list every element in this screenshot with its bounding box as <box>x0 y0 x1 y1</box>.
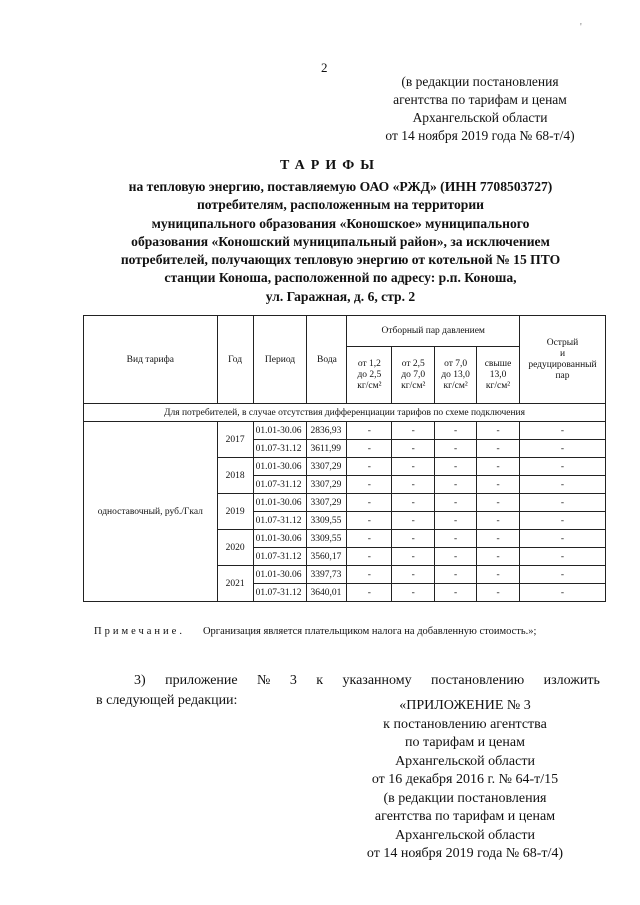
header-sub-line: кг/см² <box>401 380 426 391</box>
dash-cell: - <box>519 422 605 440</box>
appendix-block <box>330 697 600 864</box>
dash-cell: - <box>477 494 520 512</box>
paragraph-word: 3) <box>134 673 146 688</box>
dash-cell: - <box>392 440 435 458</box>
header-sub-line: от 2,5 <box>401 358 425 369</box>
header-sub-line: от 7,0 <box>444 358 468 369</box>
note-text: Организация является плательщиком налога на добавленную стоимость.»; <box>202 626 537 637</box>
page-number: 2 <box>321 60 328 75</box>
appendix-line: по тарифам и ценам <box>405 735 525 750</box>
dash-cell: - <box>392 512 435 530</box>
paragraph-word: постановлению <box>431 673 525 688</box>
header-sub-line: кг/см² <box>357 380 382 391</box>
dash-cell: - <box>392 458 435 476</box>
header-sub-line: кг/см² <box>443 380 468 391</box>
header-redaction-line: (в редакции постановления <box>401 74 559 89</box>
period-cell: 01.07-31.12 <box>253 584 307 602</box>
dash-cell: - <box>435 440 477 458</box>
header-redaction-line: агентства по тарифам и ценам <box>393 92 567 107</box>
value-cell: 3309,55 <box>307 530 347 548</box>
year-cell: 2017 <box>217 422 253 458</box>
paragraph-line-2: в следующей редакции: <box>96 693 238 708</box>
subtitle-line: муниципального образования «Коношское» муниципального <box>151 215 530 231</box>
value-cell: 3611,99 <box>307 440 347 458</box>
subtitle-line: потребителей, получающих тепловую энергию от котельной № 15 ПТО <box>120 252 561 268</box>
appendix-line: от 16 декабря 2016 г. № 64-т/15 <box>371 772 559 787</box>
paragraph-word: приложение <box>165 673 238 688</box>
dash-cell: - <box>435 584 477 602</box>
period-cell: 01.07-31.12 <box>253 512 307 530</box>
dash-cell: - <box>347 422 392 440</box>
dash-cell: - <box>477 458 520 476</box>
appendix-line: агентства по тарифам и ценам <box>374 809 556 824</box>
table-row <box>84 422 606 440</box>
appendix-line: «ПРИЛОЖЕНИЕ № 3 <box>399 698 531 713</box>
paragraph-word: изложить <box>543 673 600 688</box>
document-subtitle <box>88 178 593 306</box>
header-sub-line: до 2,5 <box>357 369 382 380</box>
header-redaction-block <box>345 73 615 145</box>
value-cell: 3309,55 <box>307 512 347 530</box>
period-cell: 01.07-31.12 <box>253 476 307 494</box>
dash-cell: - <box>435 566 477 584</box>
dash-cell: - <box>347 476 392 494</box>
appendix-line: Архангельской области <box>395 753 535 769</box>
appendix-line: Архангельской области <box>395 827 535 843</box>
dash-cell: - <box>392 476 435 494</box>
dash-cell: - <box>347 512 392 530</box>
dash-cell: - <box>477 512 520 530</box>
dash-cell: - <box>519 512 605 530</box>
subtitle-line: станции Коноша, расположенной по адресу: р.п. Коноша, <box>164 270 517 286</box>
header-otbornyi-par: Отборный пар давлением <box>347 316 520 347</box>
value-cell: 3640,01 <box>307 584 347 602</box>
dash-cell: - <box>519 566 605 584</box>
paragraph-word: указанному <box>342 673 412 688</box>
subtitle-line: ул. Гаражная, д. 6, стр. 2 <box>265 288 416 304</box>
header-voda: Вода <box>307 316 347 404</box>
dash-cell: - <box>392 422 435 440</box>
subtitle-line: на тепловую энергию, поставляемую ОАО «РЖД» (ИНН 7708503727) <box>128 179 553 194</box>
section-row: Для потребителей, в случае отсутствия дифференциации тарифов по схеме подключения <box>84 404 606 422</box>
dash-cell: - <box>435 512 477 530</box>
header-ostryi-line: пар <box>555 370 570 381</box>
dash-cell: - <box>435 494 477 512</box>
dash-cell: - <box>347 530 392 548</box>
header-pressure-3 <box>435 347 477 404</box>
header-ostryi-line: редуцированный <box>528 359 597 370</box>
header-sub-line: от 1,2 <box>357 358 381 369</box>
period-cell: 01.07-31.12 <box>253 548 307 566</box>
dash-cell: - <box>435 530 477 548</box>
note-label: Примечание. <box>94 626 185 637</box>
dash-cell: - <box>477 530 520 548</box>
dash-cell: - <box>392 530 435 548</box>
dash-cell: - <box>477 476 520 494</box>
dash-cell: - <box>435 422 477 440</box>
tariff-table <box>83 315 606 602</box>
value-cell: 3560,17 <box>307 548 347 566</box>
dash-cell: - <box>477 440 520 458</box>
dash-cell: - <box>392 566 435 584</box>
header-ostryi-line: и <box>559 348 566 359</box>
dash-cell: - <box>519 458 605 476</box>
dash-cell: - <box>347 548 392 566</box>
header-sub-line: кг/см² <box>485 380 511 391</box>
period-cell: 01.01-30.06 <box>253 458 307 476</box>
header-god: Год <box>217 316 253 404</box>
paragraph-line-1 <box>96 671 600 691</box>
header-ostryi-par <box>519 316 605 404</box>
period-cell: 01.01-30.06 <box>253 422 307 440</box>
year-cell: 2021 <box>217 566 253 602</box>
dash-cell: - <box>392 584 435 602</box>
dash-cell: - <box>519 548 605 566</box>
subtitle-line: потребителям, расположенным на территории <box>196 197 485 213</box>
header-pressure-4 <box>477 347 520 404</box>
period-cell: 01.07-31.12 <box>253 440 307 458</box>
year-cell: 2018 <box>217 458 253 494</box>
document-title: ТАРИФЫ <box>280 158 380 173</box>
subtitle-line: образования «Коношский муниципальный район», за исключением <box>131 233 550 249</box>
year-cell: 2019 <box>217 494 253 530</box>
appendix-line: (в редакции постановления <box>383 790 547 806</box>
dash-cell: - <box>435 458 477 476</box>
corner-mark: ' <box>580 22 582 33</box>
appendix-line: от 14 ноября 2019 года № 68-т/4) <box>366 846 564 861</box>
period-cell: 01.01-30.06 <box>253 566 307 584</box>
year-cell: 2020 <box>217 530 253 566</box>
header-pressure-2 <box>392 347 435 404</box>
dash-cell: - <box>347 458 392 476</box>
value-cell: 3307,29 <box>307 458 347 476</box>
tariff-type-cell: одноставочный, руб./Гкал <box>84 422 218 602</box>
header-sub-line: до 13,0 <box>441 369 470 380</box>
dash-cell: - <box>519 530 605 548</box>
dash-cell: - <box>519 584 605 602</box>
value-cell: 3397,73 <box>307 566 347 584</box>
header-sub-line: свыше <box>484 358 512 369</box>
dash-cell: - <box>477 422 520 440</box>
value-cell: 3307,29 <box>307 476 347 494</box>
dash-cell: - <box>347 566 392 584</box>
dash-cell: - <box>477 566 520 584</box>
dash-cell: - <box>435 548 477 566</box>
dash-cell: - <box>347 584 392 602</box>
value-cell: 3307,29 <box>307 494 347 512</box>
header-sub-line: 13,0 <box>489 369 507 380</box>
dash-cell: - <box>477 548 520 566</box>
period-cell: 01.01-30.06 <box>253 494 307 512</box>
header-vid-tarifa: Вид тарифа <box>84 316 218 404</box>
dash-cell: - <box>519 476 605 494</box>
value-cell: 2836,93 <box>307 422 347 440</box>
paragraph-word: 3 <box>289 673 297 688</box>
header-redaction-line: от 14 ноября 2019 года № 68-т/4) <box>385 128 575 143</box>
header-period: Период <box>253 316 307 404</box>
header-ostryi-line: Острый <box>546 337 579 348</box>
table-note <box>94 626 536 637</box>
header-sub-line: до 7,0 <box>401 369 426 380</box>
appendix-line: к постановлению агентства <box>383 716 547 732</box>
dash-cell: - <box>435 476 477 494</box>
dash-cell: - <box>392 494 435 512</box>
dash-cell: - <box>519 494 605 512</box>
header-pressure-1 <box>347 347 392 404</box>
dash-cell: - <box>347 494 392 512</box>
period-cell: 01.01-30.06 <box>253 530 307 548</box>
paragraph-word: к <box>316 673 324 688</box>
dash-cell: - <box>347 440 392 458</box>
dash-cell: - <box>477 584 520 602</box>
paragraph-word: № <box>257 673 271 688</box>
dash-cell: - <box>392 548 435 566</box>
header-redaction-line: Архангельской области <box>412 110 548 125</box>
dash-cell: - <box>519 440 605 458</box>
